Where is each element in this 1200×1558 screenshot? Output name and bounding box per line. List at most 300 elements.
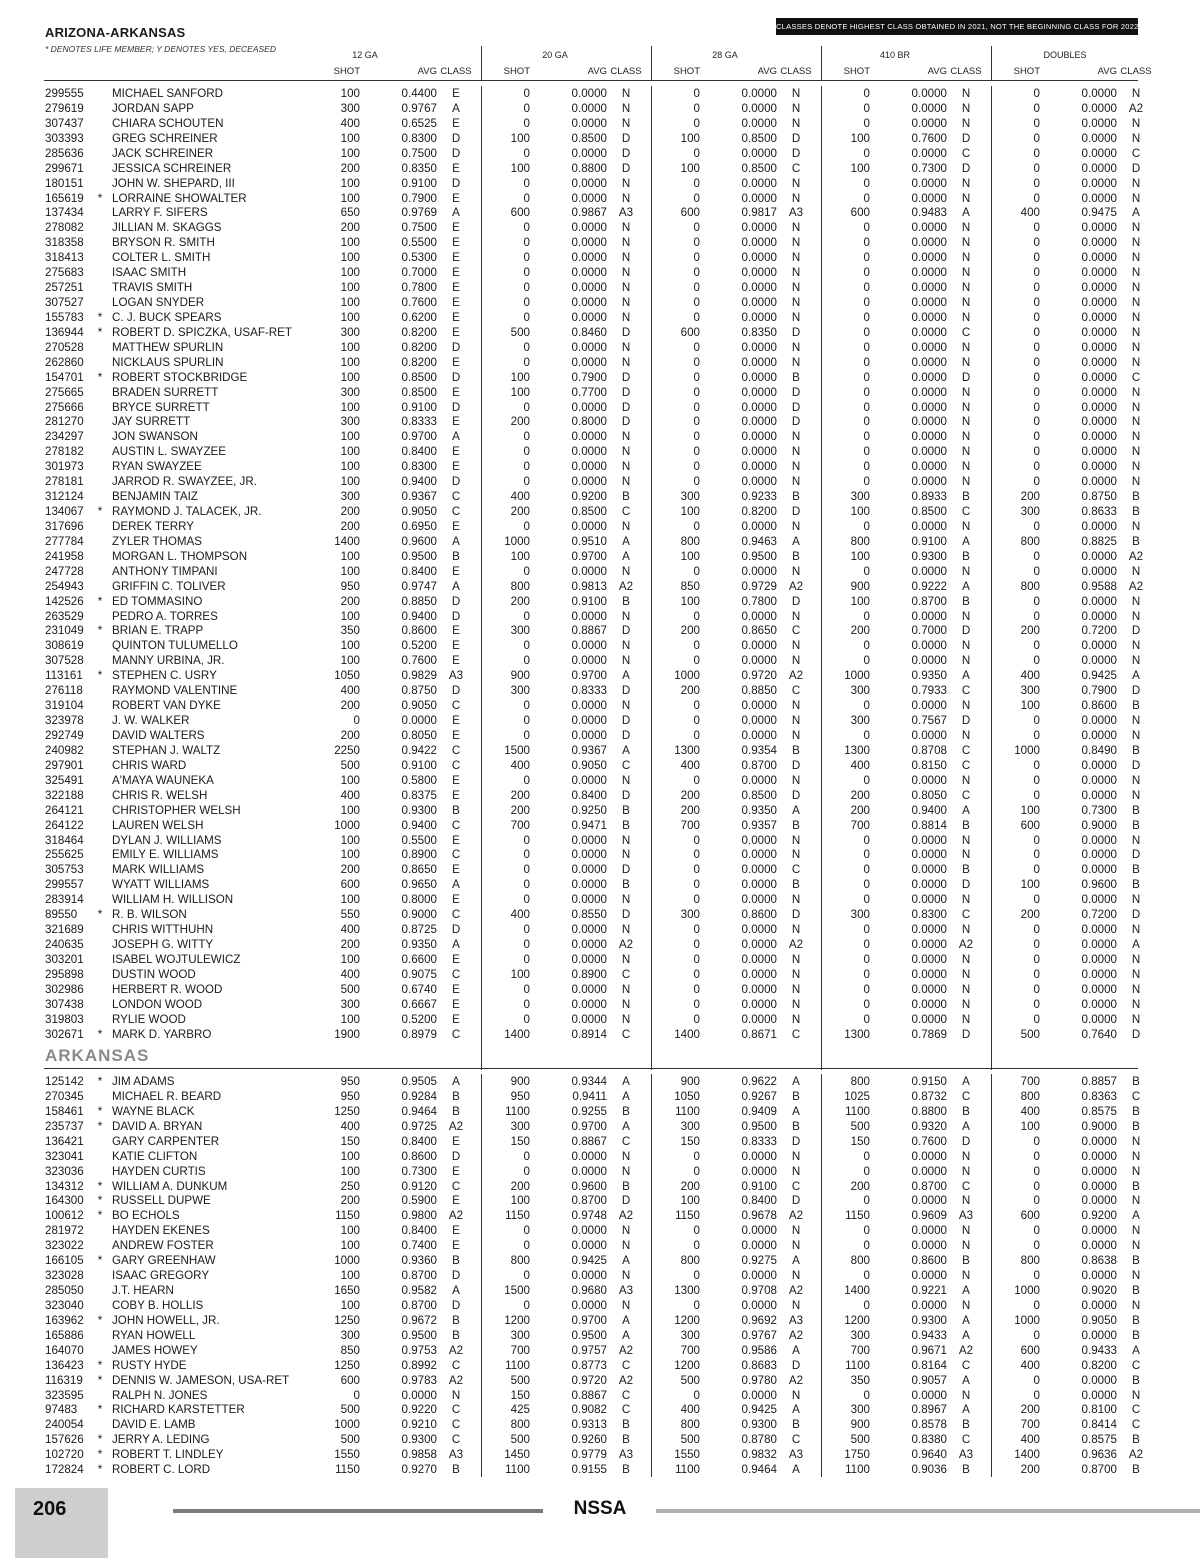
doubles-avg: 0.8633: [1081, 505, 1117, 519]
410br-avg: 0.0000: [911, 430, 947, 444]
doubles-avg: 0.0000: [1081, 893, 1117, 907]
id: 163962: [45, 1313, 84, 1327]
doubles-class: B: [1132, 1463, 1140, 1477]
shooter-name: JAMES HOWEY: [112, 1343, 198, 1357]
doubles-avg: 0.0000: [1081, 1012, 1117, 1026]
20ga-shot: 0: [523, 1012, 530, 1026]
28ga-class: N: [791, 773, 801, 787]
doubles-class: N: [1131, 340, 1141, 354]
12ga-class: E: [452, 639, 460, 653]
20ga-class: D: [621, 714, 631, 728]
id: 275665: [45, 385, 84, 399]
table-row: [0, 325, 1200, 340]
12ga-avg: 0.9050: [401, 505, 437, 519]
doubles-class: N: [1131, 385, 1141, 399]
20ga-class: N: [621, 519, 631, 533]
12ga-class: E: [452, 87, 460, 100]
12ga-class: E: [452, 519, 460, 533]
12ga-shot: 1250: [334, 1313, 360, 1327]
12ga-avg: 0.6667: [401, 997, 437, 1011]
doubles-shot: 0: [1033, 952, 1040, 966]
shooter-name: BO ECHOLS: [112, 1209, 180, 1223]
410br-class: N: [961, 1298, 971, 1312]
doubles-class: N: [1131, 430, 1141, 444]
12ga-shot: 100: [340, 400, 360, 414]
shooter-name: J. W. WALKER: [112, 714, 190, 728]
doubles-class: N: [1131, 296, 1141, 310]
doubles-avg: 0.8575: [1081, 1433, 1117, 1447]
id: 292749: [45, 728, 84, 742]
20ga-shot: 0: [523, 1164, 530, 1178]
28ga-shot: 0: [693, 340, 700, 354]
28ga-class: N: [791, 340, 801, 354]
doubles-shot: 100: [1020, 878, 1040, 892]
doubles-avg: 0.0000: [1081, 848, 1117, 862]
20ga-class: C: [621, 1403, 631, 1417]
28ga-shot: 0: [693, 938, 700, 951]
410br-avg: 0.0000: [911, 1012, 947, 1026]
life-member-mark: *: [97, 1194, 103, 1208]
table-row: [0, 176, 1200, 191]
12ga-class: C: [451, 908, 461, 922]
410br-avg: 0.0000: [911, 460, 947, 474]
410br-avg: 0.8700: [911, 1179, 947, 1193]
28ga-shot: 0: [693, 923, 700, 937]
28ga-avg: 0.9586: [741, 1343, 777, 1357]
28ga-avg: 0.0000: [741, 1224, 777, 1238]
410br-class: N: [961, 728, 971, 742]
28ga-shot: 600: [680, 325, 700, 339]
20ga-avg: 0.8400: [571, 788, 607, 802]
doubles-shot: 1000: [1014, 1284, 1040, 1298]
20ga-shot: 0: [523, 714, 530, 728]
20ga-shot: 0: [523, 952, 530, 966]
id: 318358: [45, 236, 84, 250]
20ga-shot: 0: [523, 191, 530, 205]
12ga-avg: 0.6200: [401, 310, 437, 324]
12ga-avg: 0.9284: [401, 1089, 437, 1103]
12ga-avg: 0.9100: [401, 176, 437, 190]
shooter-name: DAVID WALTERS: [112, 728, 205, 742]
header-divider: [651, 46, 652, 80]
doubles-avg: 0.0000: [1081, 1179, 1117, 1193]
28ga-shot: 100: [680, 549, 700, 563]
12ga-shot: 500: [340, 982, 360, 996]
12ga-shot: 250: [340, 1179, 360, 1193]
12ga-shot: 100: [340, 654, 360, 668]
410br-class: N: [961, 281, 971, 295]
12ga-avg: 0.8050: [401, 728, 437, 742]
410br-shot: 0: [863, 1239, 870, 1253]
20ga-avg: 0.0000: [571, 1224, 607, 1238]
shooter-name: EMILY E. WILLIAMS: [112, 848, 219, 862]
12ga-shot: 200: [340, 161, 360, 175]
12ga-class: D: [451, 146, 461, 160]
doubles-class: N: [1131, 1224, 1141, 1238]
20ga-avg: 0.0000: [571, 982, 607, 996]
shooter-name: RAYMOND VALENTINE: [112, 684, 238, 698]
410br-class: N: [961, 400, 971, 414]
id: 97483: [45, 1403, 78, 1417]
12ga-shot: 200: [340, 1194, 360, 1208]
doubles-shot: 0: [1033, 415, 1040, 429]
12ga-class: A2: [448, 1209, 464, 1223]
28ga-class: A: [792, 1403, 800, 1417]
410br-class: C: [961, 684, 971, 698]
410br-class: N: [961, 475, 971, 489]
12ga-avg: 0.8600: [401, 624, 437, 638]
410br-class: B: [962, 549, 970, 563]
doubles-class: B: [1132, 699, 1140, 713]
doubles-shot: 0: [1033, 594, 1040, 608]
doubles-shot: 100: [1020, 1119, 1040, 1133]
28ga-shot: 300: [680, 1119, 700, 1133]
table-row: [0, 594, 1200, 609]
20ga-class: N: [621, 281, 631, 295]
410br-shot: 0: [863, 101, 870, 115]
28ga-shot: 1200: [674, 1358, 700, 1372]
20ga-avg: 0.0000: [571, 296, 607, 310]
column-divider: [481, 86, 482, 1042]
12ga-class: E: [452, 281, 460, 295]
column-divider: [651, 1074, 652, 1477]
28ga-avg: 0.8500: [741, 131, 777, 145]
id: 264121: [45, 803, 84, 817]
28ga-shot: 300: [680, 1328, 700, 1342]
doubles-class: D: [1131, 684, 1141, 698]
doubles-class: N: [1131, 191, 1141, 205]
12ga-avg: 0.8500: [401, 370, 437, 384]
410br-avg: 0.0000: [911, 1239, 947, 1253]
doubles-class: D: [1131, 908, 1141, 922]
28ga-class: N: [791, 833, 801, 847]
12ga-class: D: [451, 923, 461, 937]
410br-shot: 0: [863, 893, 870, 907]
12ga-shot: 100: [340, 281, 360, 295]
doubles-class: B: [1132, 1284, 1140, 1298]
410br-class: N: [961, 445, 971, 459]
20ga-shot: 100: [510, 131, 530, 145]
12ga-class: B: [452, 1463, 460, 1477]
28ga-shot: 0: [693, 1239, 700, 1253]
20ga-avg: 0.9720: [571, 1373, 607, 1387]
20ga-avg: 0.8867: [571, 624, 607, 638]
20ga-avg: 0.0000: [571, 699, 607, 713]
12ga-class: E: [452, 415, 460, 429]
20ga-class: A: [622, 1313, 630, 1327]
doubles-avg: 0.9636: [1081, 1448, 1117, 1462]
28ga-class: A2: [788, 1209, 804, 1223]
id: 270345: [45, 1089, 84, 1103]
table-row: [0, 862, 1200, 877]
life-member-mark: *: [97, 1075, 103, 1088]
doubles-class: N: [1131, 355, 1141, 369]
410br-class: D: [961, 1027, 971, 1041]
table-row: [0, 1462, 1200, 1477]
12ga-shot: 100: [340, 445, 360, 459]
life-member-mark: *: [97, 310, 103, 324]
doubles-avg: 0.9000: [1081, 1119, 1117, 1133]
20ga-avg: 0.0000: [571, 923, 607, 937]
410br-class: N: [961, 654, 971, 668]
table-row: [0, 922, 1200, 937]
28ga-shot: 150: [680, 1134, 700, 1148]
doubles-shot: 0: [1033, 1149, 1040, 1163]
20ga-shot: 150: [510, 1388, 530, 1402]
28ga-class: N: [791, 176, 801, 190]
doubles-shot: 1000: [1014, 743, 1040, 757]
doubles-class: N: [1131, 1298, 1141, 1312]
20ga-shot: 0: [523, 296, 530, 310]
28ga-class: A: [792, 1075, 800, 1088]
28ga-avg: 0.0000: [741, 863, 777, 877]
doubles-shot: 700: [1020, 1418, 1040, 1432]
410br-avg: 0.0000: [911, 1388, 947, 1402]
410br-avg: 0.0000: [911, 116, 947, 130]
410br-class: N: [961, 699, 971, 713]
12ga-class: E: [452, 714, 460, 728]
doubles-shot: 0: [1033, 355, 1040, 369]
12ga-class: D: [451, 594, 461, 608]
20ga-class: A2: [618, 1209, 634, 1223]
28ga-avg: 0.9767: [741, 1328, 777, 1342]
410br-shot: 0: [863, 938, 870, 951]
12ga-class: A: [452, 579, 460, 593]
20ga-class: D: [621, 863, 631, 877]
20ga-avg: 0.0000: [571, 878, 607, 892]
20ga-avg: 0.0000: [571, 893, 607, 907]
id: 318464: [45, 833, 84, 847]
table-row: [0, 758, 1200, 773]
20ga-class: N: [621, 310, 631, 324]
12ga-avg: 0.7900: [401, 191, 437, 205]
12ga-shot: 200: [340, 594, 360, 608]
doubles-class: B: [1132, 1328, 1140, 1342]
410br-avg: 0.0000: [911, 938, 947, 951]
28ga-class: A3: [788, 206, 804, 220]
doubles-shot: 200: [1020, 1403, 1040, 1417]
12ga-avg: 0.9367: [401, 490, 437, 504]
28ga-class: N: [791, 923, 801, 937]
table-row: [0, 385, 1200, 400]
table-row: [0, 788, 1200, 803]
28ga-class: A: [792, 534, 800, 548]
12ga-avg: 0.9100: [401, 758, 437, 772]
410br-shot: 300: [850, 1403, 870, 1417]
20ga-shot: 500: [510, 325, 530, 339]
410br-avg: 0.0000: [911, 997, 947, 1011]
12ga-shot: 100: [340, 266, 360, 280]
410br-avg: 0.0000: [911, 475, 947, 489]
12ga-avg: 0.8200: [401, 340, 437, 354]
20ga-avg: 0.0000: [571, 863, 607, 877]
28ga-avg: 0.0000: [741, 430, 777, 444]
410br-avg: 0.8150: [911, 758, 947, 772]
28ga-avg: 0.0000: [741, 251, 777, 265]
28ga-class: A2: [788, 938, 804, 951]
20ga-class: N: [621, 191, 631, 205]
410br-shot: 1750: [844, 1448, 870, 1462]
410br-class: A: [962, 534, 970, 548]
doubles-avg: 0.0000: [1081, 445, 1117, 459]
shooter-name: ROBERT D. SPICZKA, USAF-RET: [112, 325, 292, 339]
20ga-shot: 200: [510, 803, 530, 817]
20ga-shot: 0: [523, 982, 530, 996]
410br-shot: 0: [863, 340, 870, 354]
doubles-shot: 0: [1033, 938, 1040, 951]
20ga-class: N: [621, 176, 631, 190]
410br-shot: 1200: [844, 1313, 870, 1327]
410br-avg: 0.8300: [911, 908, 947, 922]
shooter-name: JARROD R. SWAYZEE, JR.: [112, 475, 257, 489]
shooter-name: MORGAN L. THOMPSON: [112, 549, 248, 563]
28ga-avg: 0.0000: [741, 415, 777, 429]
id: 297901: [45, 758, 84, 772]
410br-class: A: [962, 669, 970, 683]
410br-avg: 0.8380: [911, 1433, 947, 1447]
12ga-shot: 100: [340, 564, 360, 578]
410br-shot: 0: [863, 325, 870, 339]
20ga-class: B: [622, 490, 630, 504]
shooter-name: CHRIS WITTHUHN: [112, 923, 214, 937]
20ga-shot: 200: [510, 505, 530, 519]
table-row: [0, 265, 1200, 280]
20ga-avg: 0.0000: [571, 833, 607, 847]
life-member-mark: *: [97, 1209, 103, 1223]
410br-class: C: [961, 1433, 971, 1447]
12ga-class: E: [452, 1224, 460, 1238]
410br-class: D: [961, 161, 971, 175]
410br-class: C: [961, 788, 971, 802]
28ga-shot: 1150: [675, 1209, 700, 1223]
shooter-name: ROBERT T. LINDLEY: [112, 1448, 224, 1462]
column-divider: [821, 1042, 822, 1070]
410br-avg: 0.8967: [911, 1403, 947, 1417]
doubles-class: A2: [1128, 549, 1144, 563]
20ga-avg: 0.8000: [571, 415, 607, 429]
12ga-avg: 0.7600: [401, 296, 437, 310]
shooter-name: JOSEPH G. WITTY: [112, 938, 214, 951]
410br-shot: 1300: [844, 1027, 870, 1041]
id: 323040: [45, 1298, 84, 1312]
28ga-avg: 0.0000: [741, 236, 777, 250]
28ga-avg: 0.8400: [741, 1194, 777, 1208]
doubles-shot: 600: [1020, 818, 1040, 832]
life-member-mark: *: [97, 908, 103, 922]
410br-avg: 0.8500: [911, 505, 947, 519]
12ga-class: E: [452, 236, 460, 250]
col-header-410br-class: CLASS: [950, 66, 982, 77]
doubles-shot: 0: [1033, 146, 1040, 160]
28ga-shot: 0: [693, 1298, 700, 1312]
28ga-avg: 0.0000: [741, 1388, 777, 1402]
table-row: [0, 340, 1200, 355]
20ga-class: N: [621, 1239, 631, 1253]
410br-class: N: [961, 385, 971, 399]
20ga-shot: 1400: [504, 1027, 530, 1041]
410br-avg: 0.8164: [911, 1358, 947, 1372]
410br-avg: 0.0000: [911, 87, 947, 100]
12ga-class: A: [452, 1075, 460, 1088]
28ga-class: N: [791, 1239, 801, 1253]
12ga-class: C: [451, 1418, 461, 1432]
28ga-shot: 0: [693, 1012, 700, 1026]
12ga-shot: 100: [340, 355, 360, 369]
12ga-shot: 850: [340, 1343, 360, 1357]
table-row: [0, 310, 1200, 325]
doubles-shot: 0: [1033, 1164, 1040, 1178]
doubles-shot: 1000: [1014, 1313, 1040, 1327]
20ga-avg: 0.8700: [571, 1194, 607, 1208]
12ga-avg: 0.8850: [401, 594, 437, 608]
12ga-shot: 100: [340, 1224, 360, 1238]
shooter-name: JORDAN SAPP: [112, 101, 194, 115]
table-row: [0, 489, 1200, 504]
column-divider: [481, 1042, 482, 1070]
table-row: [0, 1253, 1200, 1268]
28ga-shot: 500: [680, 1373, 700, 1387]
20ga-shot: 0: [523, 176, 530, 190]
12ga-avg: 0.9400: [401, 818, 437, 832]
12ga-shot: 150: [340, 1134, 360, 1148]
28ga-shot: 0: [693, 893, 700, 907]
doubles-shot: 0: [1033, 296, 1040, 310]
doubles-class: N: [1131, 116, 1141, 130]
28ga-class: D: [791, 325, 801, 339]
12ga-shot: 100: [340, 131, 360, 145]
28ga-shot: 0: [693, 355, 700, 369]
doubles-class: N: [1131, 982, 1141, 996]
doubles-shot: 0: [1033, 863, 1040, 877]
id: 323022: [45, 1239, 84, 1253]
410br-class: A: [962, 1075, 970, 1088]
20ga-class: D: [621, 1194, 631, 1208]
table-row: [0, 564, 1200, 579]
doubles-avg: 0.8600: [1081, 699, 1117, 713]
doubles-avg: 0.7200: [1081, 624, 1117, 638]
28ga-avg: 0.9500: [741, 1119, 777, 1133]
28ga-class: A2: [788, 1328, 804, 1342]
table-row: [0, 1208, 1200, 1223]
410br-shot: 0: [863, 863, 870, 877]
28ga-shot: 0: [693, 863, 700, 877]
id: 254943: [45, 579, 84, 593]
shooter-name: RUSSELL DUPWE: [112, 1194, 211, 1208]
410br-avg: 0.0000: [911, 385, 947, 399]
28ga-class: B: [792, 743, 800, 757]
410br-shot: 0: [863, 266, 870, 280]
410br-avg: 0.7933: [911, 684, 947, 698]
410br-class: N: [961, 1164, 971, 1178]
28ga-class: C: [791, 1027, 801, 1041]
table-row: [0, 937, 1200, 952]
table-row: [0, 1238, 1200, 1253]
doubles-class: D: [1131, 848, 1141, 862]
doubles-shot: 0: [1033, 564, 1040, 578]
28ga-shot: 0: [693, 310, 700, 324]
doubles-class: N: [1131, 475, 1141, 489]
20ga-class: A: [622, 534, 630, 548]
28ga-class: N: [791, 1224, 801, 1238]
doubles-avg: 0.0000: [1081, 131, 1117, 145]
410br-class: N: [961, 997, 971, 1011]
20ga-avg: 0.8550: [571, 908, 607, 922]
12ga-avg: 0.9464: [401, 1104, 437, 1118]
28ga-class: N: [791, 1298, 801, 1312]
doubles-class: N: [1131, 788, 1141, 802]
28ga-class: N: [791, 310, 801, 324]
12ga-avg: 0.9050: [401, 699, 437, 713]
